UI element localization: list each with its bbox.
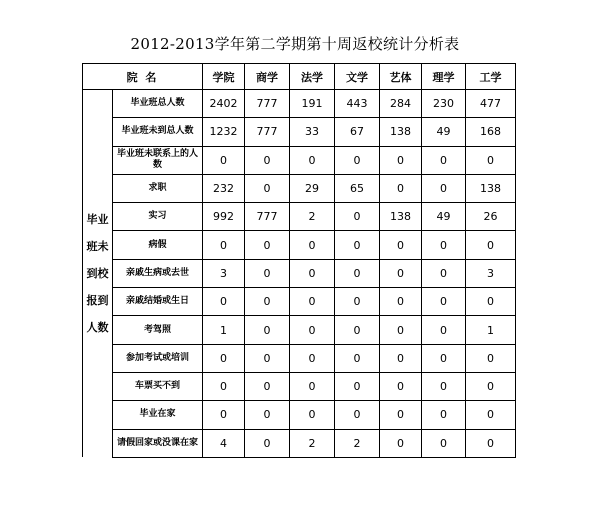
table-cell: 49 [422,203,466,231]
row-label: 考驾照 [113,316,203,344]
table-cell: 0 [422,372,466,400]
table-cell: 138 [380,203,422,231]
table-cell: 0 [335,344,380,372]
row-label: 参加考试或培训 [113,344,203,372]
table-cell: 138 [466,174,516,202]
statistics-table [82,63,516,458]
group-label-line: 报到 [86,294,109,308]
table-cell: 0 [290,231,335,259]
table-cell: 992 [203,203,245,231]
row-label: 毕业班未到总人数 [113,118,203,146]
table-cell: 0 [203,146,245,174]
row-label: 毕业班未联系上的人数 [113,146,203,174]
table-row [83,259,516,287]
column-header: 学院 [203,64,245,90]
row-label: 车票买不到 [113,372,203,400]
table-cell: 138 [380,118,422,146]
table-cell: 0 [380,344,422,372]
table-cell: 0 [290,288,335,316]
table-cell: 0 [380,372,422,400]
table-cell: 3 [203,259,245,287]
row-label: 亲戚结婚或生日 [113,288,203,316]
table-cell: 0 [203,288,245,316]
row-label: 毕业班总人数 [113,90,203,118]
table-cell: 26 [466,203,516,231]
table-cell: 0 [245,288,290,316]
table-cell: 0 [245,259,290,287]
table-row [83,344,516,372]
table-cell: 4 [203,429,245,457]
table-row [83,174,516,202]
table-cell: 0 [203,344,245,372]
table-cell: 2402 [203,90,245,118]
table-cell: 0 [422,288,466,316]
column-header: 文学 [335,64,380,90]
table-cell: 1 [203,316,245,344]
table-cell: 0 [466,344,516,372]
table-cell: 0 [290,316,335,344]
table-cell: 0 [422,231,466,259]
table-cell: 2 [335,429,380,457]
page-title: 2012-2013学年第二学期第十周返校统计分析表 [130,35,460,53]
column-header: 商学 [245,64,290,90]
table-cell: 0 [335,288,380,316]
table-cell: 232 [203,174,245,202]
table-cell: 0 [290,401,335,429]
table-cell: 2 [290,429,335,457]
table-row [83,203,516,231]
group-label-cell [83,90,113,458]
group-label [85,206,111,341]
table-cell: 0 [380,401,422,429]
table-row [83,90,516,118]
table-cell: 0 [245,344,290,372]
table-cell: 1 [466,316,516,344]
column-header: 工学 [466,64,516,90]
table-cell: 0 [380,259,422,287]
table-cell: 0 [335,203,380,231]
table-cell: 0 [335,146,380,174]
column-header: 艺体 [380,64,422,90]
table-row [83,429,516,457]
table-cell: 0 [335,259,380,287]
table-cell: 168 [466,118,516,146]
table-cell: 284 [380,90,422,118]
table-cell: 33 [290,118,335,146]
table-cell: 0 [422,146,466,174]
table-row [83,231,516,259]
table-cell: 0 [380,231,422,259]
table-cell: 0 [335,372,380,400]
table-row [83,401,516,429]
group-label-line: 毕业 [86,213,109,227]
column-header: 理学 [422,64,466,90]
row-label: 求职 [113,174,203,202]
table-cell: 0 [245,231,290,259]
table-cell: 777 [245,118,290,146]
table-cell: 0 [422,316,466,344]
table-cell: 0 [245,372,290,400]
table-cell: 0 [290,372,335,400]
row-label: 亲戚生病或去世 [113,259,203,287]
group-label-line: 到校 [86,267,109,281]
table-cell: 29 [290,174,335,202]
header-row [83,64,516,90]
row-label: 毕业在家 [113,401,203,429]
table-cell: 0 [466,231,516,259]
table-cell: 0 [422,259,466,287]
table-cell: 49 [422,118,466,146]
table-row [83,288,516,316]
table-cell: 0 [422,174,466,202]
table-cell: 2 [290,203,335,231]
college-name-header: 院 名 [83,64,203,90]
table-cell: 3 [466,259,516,287]
table-cell: 191 [290,90,335,118]
table-cell: 0 [466,401,516,429]
table-cell: 67 [335,118,380,146]
table-cell: 0 [422,401,466,429]
table-cell: 0 [380,316,422,344]
group-label-line: 班未 [86,240,109,254]
table-cell: 0 [245,146,290,174]
row-label: 实习 [113,203,203,231]
table-cell: 0 [466,429,516,457]
table-row [83,146,516,174]
table-cell: 0 [290,259,335,287]
table-cell: 0 [245,429,290,457]
table-cell: 0 [245,401,290,429]
table-cell: 0 [466,288,516,316]
table-cell: 0 [335,401,380,429]
table-row [83,316,516,344]
row-label: 病假 [113,231,203,259]
table-cell: 0 [422,344,466,372]
column-header: 法学 [290,64,335,90]
table-cell: 0 [380,174,422,202]
table-cell: 0 [466,146,516,174]
table-cell: 777 [245,203,290,231]
table-cell: 0 [245,316,290,344]
table-cell: 0 [466,372,516,400]
table-cell: 443 [335,90,380,118]
table-cell: 0 [290,344,335,372]
table-cell: 0 [380,429,422,457]
row-label: 请假回家或没课在家 [113,429,203,457]
table-cell: 0 [245,174,290,202]
table-cell: 477 [466,90,516,118]
table-cell: 0 [422,429,466,457]
table-cell: 0 [203,401,245,429]
table-cell: 0 [335,231,380,259]
table-cell: 0 [203,372,245,400]
table-cell: 0 [380,288,422,316]
table-cell: 0 [290,146,335,174]
table-row [83,372,516,400]
table-cell: 0 [335,316,380,344]
table-cell: 0 [380,146,422,174]
table-row [83,118,516,146]
table-cell: 1232 [203,118,245,146]
table-cell: 0 [203,231,245,259]
table-cell: 65 [335,174,380,202]
group-label-line: 人数 [86,321,109,335]
table-cell: 777 [245,90,290,118]
table-cell: 230 [422,90,466,118]
